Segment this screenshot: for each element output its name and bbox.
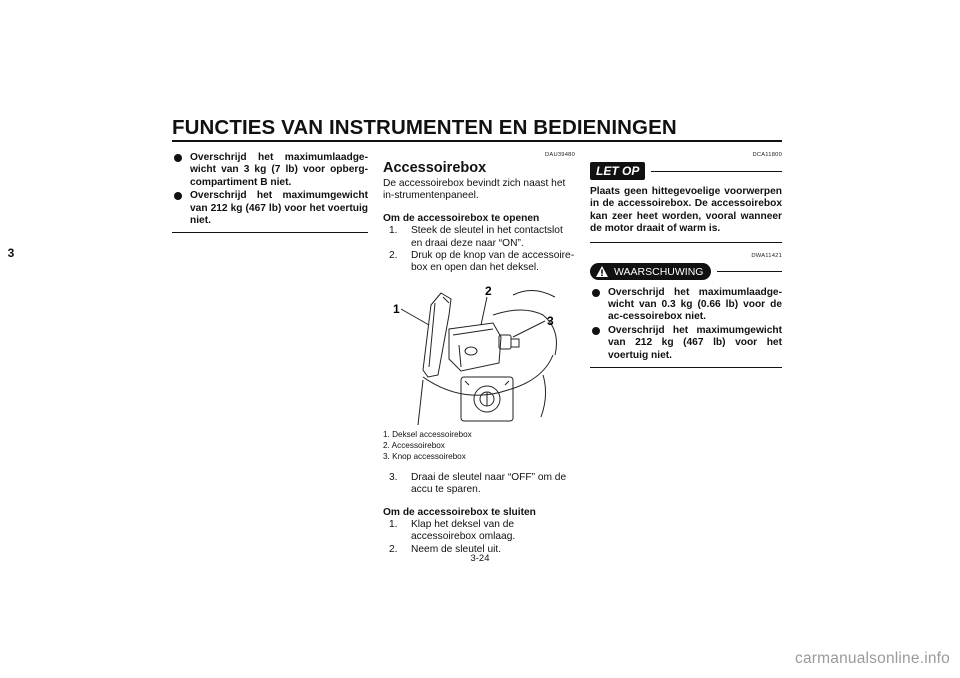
bullet-dot-icon bbox=[174, 154, 182, 162]
figure-label-1: 1 bbox=[393, 301, 400, 316]
bullet-dot-icon bbox=[174, 192, 182, 200]
step-item: 1. Klap het deksel van de accessoirebox omlaag. bbox=[389, 519, 516, 543]
left-column bbox=[172, 152, 368, 233]
close-steps bbox=[383, 519, 575, 556]
bullet-item: Overschrijd het maximumgewicht van 212 kg (467 lb) voor het voertuig niet. bbox=[172, 190, 368, 227]
page-title: FUNCTIES VAN INSTRUMENTEN EN BEDIENINGEN bbox=[172, 116, 677, 139]
open-heading: Om de accessoirebox te openen bbox=[383, 212, 540, 224]
caution-code: DCA11800 bbox=[752, 152, 782, 158]
caution-badge: LET OP bbox=[590, 162, 645, 180]
figure-caption-list bbox=[383, 429, 575, 462]
warning-triangle-icon bbox=[595, 265, 609, 278]
bullet-dot-icon bbox=[592, 289, 600, 297]
figure-label-2: 2 bbox=[485, 284, 492, 298]
bullet-item: Overschrijd het maximumlaadge-wicht van 3 kg (7 lb) voor opberg-compartiment B niet. bbox=[172, 152, 368, 189]
warning-bullet-list bbox=[590, 287, 782, 362]
bullet-item: Overschrijd het maximumgewicht van 212 kg (467 lb) voor het voertuig niet. bbox=[590, 325, 782, 362]
warning-header bbox=[590, 261, 782, 283]
warning-bullet-list bbox=[172, 152, 368, 227]
watermark: carmanualsonline.info bbox=[795, 650, 950, 667]
section-end-divider bbox=[172, 232, 368, 233]
accessory-box-drawing bbox=[383, 285, 575, 425]
section-intro: De accessoirebox bevindt zich naast het in-strumentenpaneel. bbox=[383, 178, 566, 202]
caption-item: 2. Accessoirebox bbox=[383, 440, 445, 450]
middle-column bbox=[383, 152, 575, 556]
chapter-tab: 3 bbox=[7, 246, 15, 260]
caution-header-line bbox=[651, 171, 782, 172]
bullet-item: Overschrijd het maximumlaadge-wicht van 0.3 kg (0.66 lb) voor de ac-cessoirebox niet. bbox=[590, 287, 782, 324]
caption-item: 3. Knop accessoirebox bbox=[383, 451, 466, 461]
warning-badge bbox=[590, 263, 711, 280]
step-item: 2. Neem de sleutel uit. bbox=[389, 543, 502, 555]
page-number: 3-24 bbox=[470, 553, 490, 564]
header-divider bbox=[172, 140, 782, 142]
section-code: DAU39480 bbox=[545, 152, 575, 158]
accessory-box-illustration bbox=[383, 285, 575, 425]
section-title: Accessoirebox bbox=[383, 160, 487, 176]
figure-label-3: 3 bbox=[547, 313, 554, 328]
step-item: 1. Steek de sleutel in het contactslot en draai deze naar “ON”. bbox=[389, 225, 563, 249]
open-steps bbox=[383, 225, 575, 275]
warning-end-divider bbox=[590, 367, 782, 368]
caption-item: 1. Deksel accessoirebox bbox=[383, 429, 472, 439]
caution-header bbox=[590, 160, 782, 182]
open-steps-continued bbox=[383, 472, 575, 497]
warning-code: DWA11421 bbox=[751, 252, 782, 259]
right-column bbox=[590, 152, 782, 368]
step-item: 3. Draai de sleutel naar “OFF” om de accu te sparen. bbox=[389, 471, 567, 496]
step-item: 2. Druk op de knop van de accessoire-box en open dan het deksel. bbox=[389, 250, 575, 274]
bullet-dot-icon bbox=[592, 327, 600, 335]
caution-end-divider bbox=[590, 242, 782, 243]
warning-header-line bbox=[717, 271, 782, 272]
warning-label: WAARSCHUWING bbox=[614, 265, 704, 278]
close-heading: Om de accessoirebox te sluiten bbox=[383, 506, 536, 518]
caution-text: Plaats geen hittegevoelige voorwerpen in de accessoirebox. De accessoirebox kan zeer heet worden, vooral wanneer de motor draait of warm is. bbox=[590, 186, 782, 235]
